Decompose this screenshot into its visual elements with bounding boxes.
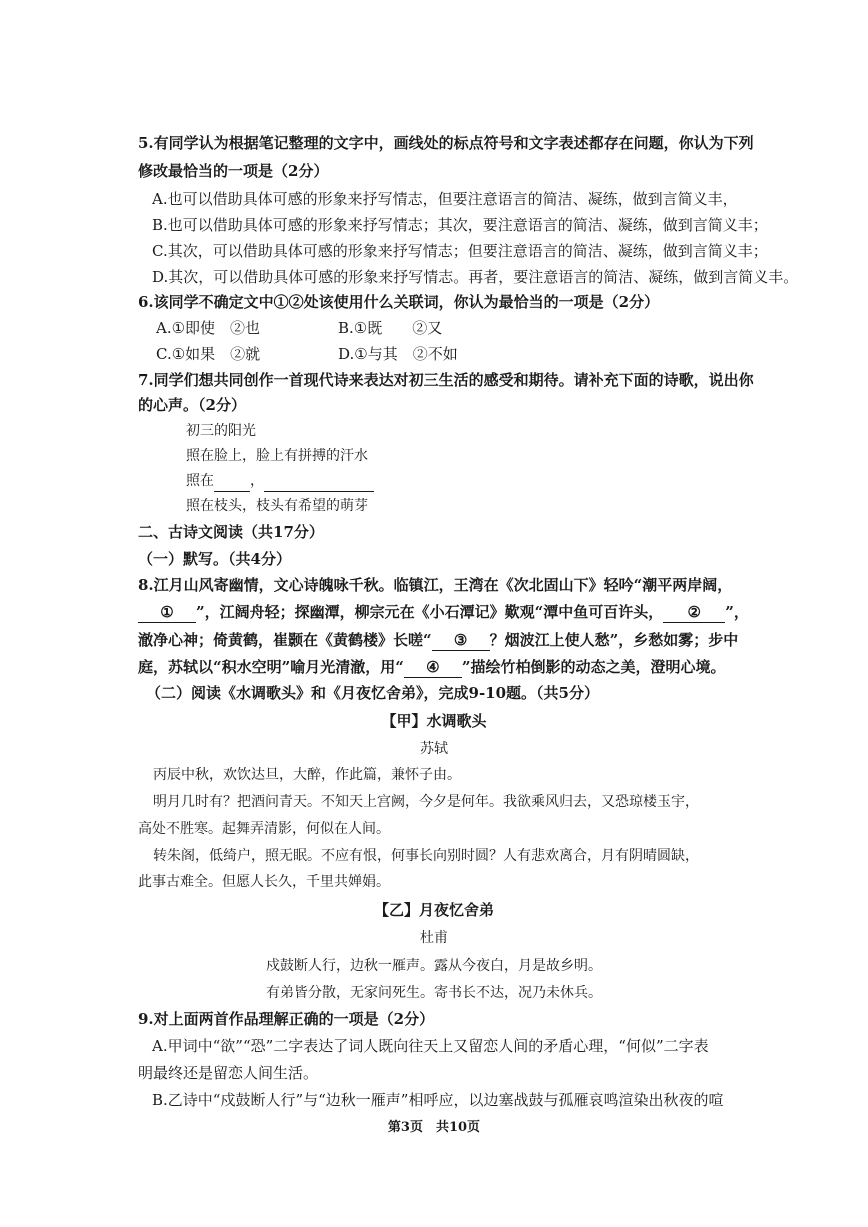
section2-part1: （一）默写。（共4分）	[138, 550, 291, 568]
q6-option-d: D.①与其 ②不如	[338, 345, 458, 363]
q8-blank-1[interactable]: ①	[138, 602, 196, 623]
q7-blank-1[interactable]	[214, 471, 250, 492]
q7-poem-line1: 初三的阳光	[186, 423, 256, 439]
q8-line1: 8.江月山风寄幽情，文心诗魄咏千秋。临镇江，王湾在《次北固山下》轻吟“潮平两岸阔，	[138, 576, 733, 594]
q7-poem-line3-comma: ，	[250, 473, 264, 489]
q8-line4	[138, 657, 726, 678]
page-footer: 第3页 共10页	[387, 1120, 481, 1135]
q8-blank-3[interactable]: ③	[432, 630, 490, 651]
q5-stem-line2: 修改最恰当的一项是（2分）	[138, 162, 329, 180]
jia-p1-line2: 高处不胜寒。起舞弄清影，何似在人间。	[138, 821, 390, 837]
q6-option-a: A.①即使 ②也	[156, 319, 261, 337]
q9-stem: 9.对上面两首作品理解正确的一项是（2分）	[138, 1010, 435, 1028]
jia-preface: 丙辰中秋，欢饮达旦，大醉，作此篇，兼怀子由。	[153, 767, 461, 783]
q6-stem: 6.该同学不确定文中①②处该使用什么关联词，你认为最恰当的一项是（2分）	[138, 293, 660, 311]
yi-author: 杜甫	[420, 930, 448, 946]
q7-poem-line4: 照在枝头，枝头有希望的萌芽	[186, 498, 368, 514]
q7-blank-2[interactable]	[264, 471, 374, 492]
jia-title: 【甲】水调歌头	[381, 712, 487, 730]
q8-blank-4[interactable]: ④	[404, 657, 462, 678]
q7-poem-line3-prefix: 照在	[186, 473, 214, 489]
q8-line2-text: ”，江阔舟轻；探幽潭，柳宗元在《小石潭记》歎观“潭中鱼可百许头，	[196, 603, 664, 621]
q5-stem-line1: 5.有同学认为根据笔记整理的文字中，画线处的标点符号和文字表述都存在问题，你认为下列	[138, 134, 754, 152]
section2-title: 二、古诗文阅读（共17分）	[138, 523, 324, 541]
q9-option-b-line1: B.乙诗中“戍鼓断人行”与“边秋一雁声”相呼应，以边塞战鼓与孤雁哀鸣渲染出秋夜的喧	[152, 1091, 724, 1109]
q5-option-b: B.也可以借助具体可感的形象来抒写情志；其次，要注意语言的简洁、凝练，做到言简义丰；	[152, 216, 768, 234]
jia-p1-line1: 明月几时有？把酒问青天。不知天上宫阙，今夕是何年。我欲乘风归去，又恐琼楼玉宇，	[153, 794, 699, 810]
q8-line3	[138, 630, 738, 651]
part2-title: （二）阅读《水调歌头》和《月夜忆舍弟》，完成9-10题。（共5分）	[146, 684, 599, 702]
jia-p2-line2: 此事古难全。但愿人长久，千里共婵娟。	[138, 874, 390, 890]
q7-poem-line2: 照在脸上，脸上有拼搏的汗水	[186, 448, 368, 464]
q8-line3-a: 澈净心神；倚黄鹤，崔颢在《黄鹤楼》长嗟“	[138, 631, 432, 649]
yi-line2: 有弟皆分散，无家问死生。寄书长不达，况乃未休兵。	[266, 985, 602, 1001]
q5-option-c: C.其次，可以借助具体可感的形象来抒写情志；但要注意语言的简洁、凝练，做到言简义丰；	[152, 242, 768, 260]
q7-stem-line1: 7.同学们想共同创作一首现代诗来表达对初三生活的感受和期待。请补充下面的诗歌，说出你	[138, 371, 754, 389]
q8-line4-a: 庭，苏轼以“积水空明”喻月光清澈，用“	[138, 658, 404, 676]
q6-option-b: B.①既 ②又	[338, 319, 443, 337]
jia-p2-line1: 转朱阁，低绮户，照无眠。不应有恨，何事长向别时圆？人有悲欢离合，月有阴晴圆缺，	[153, 848, 699, 864]
q8-line4-b: ”描绘竹柏倒影的动态之美，澄明心境。	[461, 658, 726, 676]
jia-author: 苏轼	[420, 741, 448, 757]
q8-line2-end: ”，	[725, 603, 749, 621]
q9-option-a-line2: 明最终还是留恋人间生活。	[138, 1064, 319, 1082]
q8-line3-b: ？烟波江上使人愁”，乡愁如雾；步中	[489, 631, 739, 649]
yi-line1: 戍鼓断人行，边秋一雁声。露从今夜白，月是故乡明。	[266, 958, 602, 974]
q7-poem-line3	[186, 471, 374, 492]
q7-stem-line2: 的心声。（2分）	[138, 396, 246, 414]
q5-option-a: A.也可以借助具体可感的形象来抒写情志，但要注意语言的简洁、凝练，做到言简义丰，	[152, 190, 738, 208]
q6-option-c: C.①如果 ②就	[156, 345, 261, 363]
q5-option-d: D.其次，可以借助具体可感的形象来抒写情志。再者，要注意语言的简洁、凝练，做到言简义丰。	[152, 268, 799, 286]
q9-option-a-line1: A.甲词中“欲”“恐”二字表达了词人既向往天上又留恋人间的矛盾心理，“何似”二字表	[152, 1037, 709, 1055]
yi-title: 【乙】月夜忆舍弟	[373, 901, 494, 919]
q8-line2	[138, 602, 749, 623]
q8-blank-2[interactable]: ②	[663, 602, 725, 623]
